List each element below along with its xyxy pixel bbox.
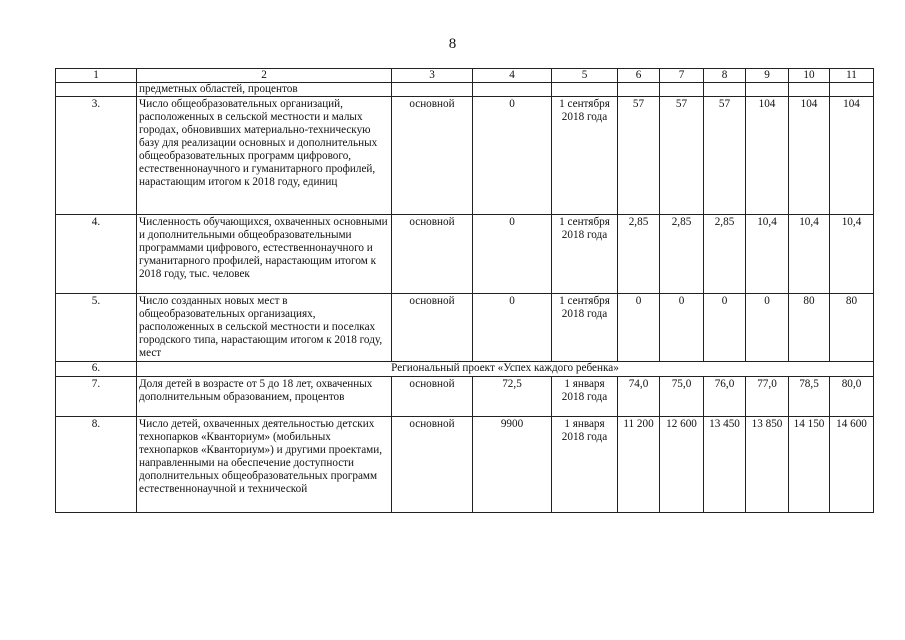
empty-cell: [789, 83, 830, 97]
value-cell: 2,85: [618, 215, 660, 294]
value-cell: 80,0: [830, 377, 874, 417]
row-number: 8.: [56, 417, 137, 513]
value-cell: 74,0: [618, 377, 660, 417]
column-header: 6: [618, 69, 660, 83]
value-cell: 0: [746, 294, 789, 362]
column-header: 4: [473, 69, 552, 83]
empty-cell: [660, 83, 704, 97]
row-number: 7.: [56, 377, 137, 417]
row-number: 3.: [56, 97, 137, 215]
value-cell: 80: [830, 294, 874, 362]
column-header: 1: [56, 69, 137, 83]
value-cell: 12 600: [660, 417, 704, 513]
value-cell: 2,85: [704, 215, 746, 294]
indicator-name: Число общеобразовательных организаций, расположенных в сельской местности и малых городах, обновивших материально-техническую базу для реализации основных и дополнительных общеобразовательных программ цифрового, естественнонаучного и гуманитарного профилей, нарастающим итогом к 2018 году, единиц: [137, 97, 392, 215]
column-header: 3: [392, 69, 473, 83]
indicator-type: основной: [392, 97, 473, 215]
value-cell: 76,0: [704, 377, 746, 417]
column-header: 11: [830, 69, 874, 83]
empty-cell: [392, 83, 473, 97]
section-title: Региональный проект «Успех каждого ребенка»: [137, 362, 874, 377]
column-header: 8: [704, 69, 746, 83]
column-header: 7: [660, 69, 704, 83]
value-cell: 0: [660, 294, 704, 362]
value-cell: 104: [830, 97, 874, 215]
empty-cell: [473, 83, 552, 97]
base-value: 9900: [473, 417, 552, 513]
value-cell: 13 450: [704, 417, 746, 513]
value-cell: 0: [704, 294, 746, 362]
empty-cell: [56, 83, 137, 97]
column-header: 10: [789, 69, 830, 83]
column-header: 9: [746, 69, 789, 83]
value-cell: 104: [746, 97, 789, 215]
indicator-name: предметных областей, процентов: [137, 83, 392, 97]
row-number: 5.: [56, 294, 137, 362]
value-cell: 10,4: [830, 215, 874, 294]
value-cell: 57: [704, 97, 746, 215]
section-row: [56, 362, 874, 377]
column-header: 2: [137, 69, 392, 83]
continuation-row: [56, 83, 874, 97]
indicators-table: [55, 68, 874, 513]
value-cell: 2,85: [660, 215, 704, 294]
value-cell: 104: [789, 97, 830, 215]
indicator-name: Доля детей в возрасте от 5 до 18 лет, охваченных дополнительным образованием, процентов: [137, 377, 392, 417]
base-value: 0: [473, 215, 552, 294]
empty-cell: [704, 83, 746, 97]
value-cell: 77,0: [746, 377, 789, 417]
indicator-type: основной: [392, 417, 473, 513]
indicator-type: основной: [392, 215, 473, 294]
value-cell: 10,4: [746, 215, 789, 294]
table-row: [56, 377, 874, 417]
row-number: 4.: [56, 215, 137, 294]
indicator-name: Численность обучающихся, охваченных основными и дополнительными общеобразовательными программами цифрового, естественнонаучного и гуманитарного профилей, нарастающим итогом к 2018 году, тыс. человек: [137, 215, 392, 294]
value-cell: 14 600: [830, 417, 874, 513]
base-value: 0: [473, 97, 552, 215]
row-number: 6.: [56, 362, 137, 377]
base-date: 1 сентября 2018 года: [552, 97, 618, 215]
table-row: [56, 294, 874, 362]
base-date: 1 сентября 2018 года: [552, 215, 618, 294]
value-cell: 10,4: [789, 215, 830, 294]
page-number: 8: [448, 36, 457, 52]
value-cell: 75,0: [660, 377, 704, 417]
value-cell: 80: [789, 294, 830, 362]
base-value: 72,5: [473, 377, 552, 417]
base-date: 1 января 2018 года: [552, 377, 618, 417]
empty-cell: [746, 83, 789, 97]
base-date: 1 сентября 2018 года: [552, 294, 618, 362]
indicator-type: основной: [392, 377, 473, 417]
column-header: 5: [552, 69, 618, 83]
indicator-name: Число детей, охваченных деятельностью детских технопарков «Кванториум» (мобильных технопарков «Кванториум») и другими проектами, направленными на обеспечение доступности дополнительных общеобразовательных программ естественнонаучной и технической: [137, 417, 392, 513]
base-date: 1 января 2018 года: [552, 417, 618, 513]
indicator-name: Число созданных новых мест в общеобразовательных организациях, расположенных в сельской местности и поселках городского типа, нарастающим итогом к 2018 году, мест: [137, 294, 392, 362]
empty-cell: [552, 83, 618, 97]
table-row: [56, 417, 874, 513]
value-cell: 14 150: [789, 417, 830, 513]
value-cell: 78,5: [789, 377, 830, 417]
header-row: [56, 69, 874, 83]
value-cell: 57: [618, 97, 660, 215]
empty-cell: [618, 83, 660, 97]
value-cell: 57: [660, 97, 704, 215]
value-cell: 0: [618, 294, 660, 362]
base-value: 0: [473, 294, 552, 362]
value-cell: 11 200: [618, 417, 660, 513]
table-row: [56, 97, 874, 215]
table-row: [56, 215, 874, 294]
value-cell: 13 850: [746, 417, 789, 513]
empty-cell: [830, 83, 874, 97]
indicator-type: основной: [392, 294, 473, 362]
